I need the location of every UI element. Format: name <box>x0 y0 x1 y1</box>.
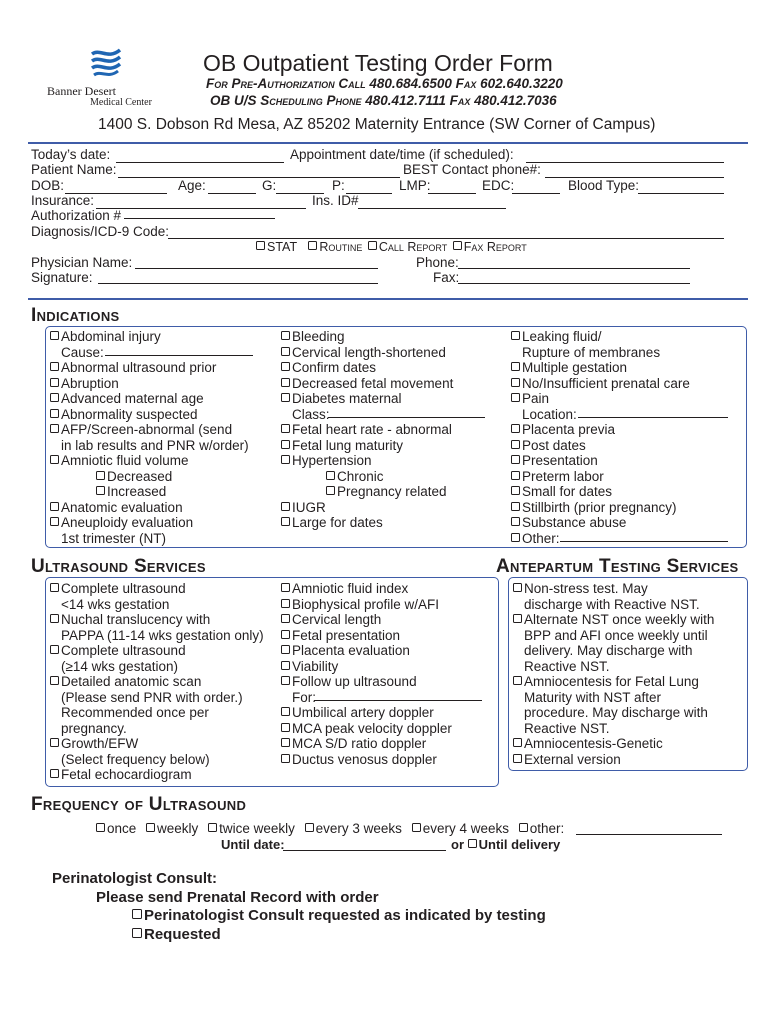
us-detailed-note3: pregnancy. <box>61 721 127 736</box>
checkbox[interactable] <box>511 502 520 511</box>
checkbox[interactable] <box>281 583 290 592</box>
ind-abnormal-us[interactable]: Abnormal ultrasound prior <box>50 360 216 375</box>
cause-field[interactable] <box>105 355 253 356</box>
ind-diabetes[interactable]: Diabetes maternal <box>281 391 402 406</box>
checkbox[interactable] <box>511 517 520 526</box>
preauth-line: For Pre-Authorization Call 480.684.6500 Fax 602.640.3220 <box>206 76 563 91</box>
physician-name-label: Physician Name: <box>31 255 133 270</box>
ind-abnormality[interactable]: Abnormality suspected <box>50 407 198 422</box>
class-field[interactable] <box>328 417 485 418</box>
consult-option2-checkbox[interactable] <box>132 928 142 938</box>
us-lt14: <14 wks gestation <box>61 597 170 612</box>
ap-alternate-note3: Reactive NST. <box>524 659 610 674</box>
ap-amnio-genetic[interactable]: Amniocentesis-Genetic <box>513 736 663 751</box>
until-delivery-checkbox[interactable] <box>468 839 477 848</box>
checkbox[interactable] <box>281 599 290 608</box>
address: 1400 S. Dobson Rd Mesa, AZ 85202 Maternity Entrance (SW Corner of Campus) <box>98 116 656 133</box>
ind-bleeding[interactable]: Bleeding <box>281 329 345 344</box>
ind-lung-maturity[interactable]: Fetal lung maturity <box>281 438 403 453</box>
checkbox[interactable] <box>326 471 335 480</box>
patient-name-label: Patient Name: <box>31 162 117 177</box>
routine-checkbox[interactable] <box>308 241 317 250</box>
until-date-label: Until date: <box>221 837 285 852</box>
antepartum-header: Antepartum Testing Services <box>496 556 739 577</box>
checkbox[interactable] <box>50 645 59 654</box>
checkbox[interactable] <box>281 645 290 654</box>
checkbox[interactable] <box>208 823 217 832</box>
us-complete-2[interactable]: Complete ultrasound <box>50 643 186 658</box>
checkbox[interactable] <box>281 424 290 433</box>
checkbox[interactable] <box>50 769 59 778</box>
ind-afp-note: in lab results and PNR w/order) <box>61 438 249 453</box>
phone-label: Phone: <box>416 255 459 270</box>
checkbox[interactable] <box>281 347 290 356</box>
us-complete-1[interactable]: Complete ultrasound <box>50 581 186 596</box>
other-field[interactable] <box>560 541 728 542</box>
lmp-label: LMP: <box>399 178 431 193</box>
consult-label: Perinatologist Consult: <box>52 870 217 887</box>
checkbox[interactable] <box>281 754 290 763</box>
us-pappa: PAPPA (11-14 wks gestation only) <box>61 628 264 643</box>
blood-type-field[interactable] <box>638 193 724 194</box>
us-bpp[interactable]: Biophysical profile w/AFI <box>281 597 439 612</box>
checkbox[interactable] <box>281 331 290 340</box>
frequency-options <box>96 821 564 836</box>
freq-other-field[interactable] <box>576 834 722 835</box>
age-field[interactable] <box>208 193 256 194</box>
ind-ama[interactable]: Advanced maternal age <box>50 391 204 406</box>
checkbox[interactable] <box>96 471 105 480</box>
edc-field[interactable] <box>512 193 560 194</box>
us-viability[interactable]: Viability <box>281 659 338 674</box>
us-mca-peak[interactable]: MCA peak velocity doppler <box>281 721 452 736</box>
ind-class: Class: <box>292 407 330 422</box>
phone-field[interactable] <box>458 268 690 269</box>
checkbox[interactable] <box>281 393 290 402</box>
authorization-field[interactable] <box>124 218 275 219</box>
freq-weekly[interactable]: weekly <box>146 821 198 836</box>
checkbox[interactable] <box>50 378 59 387</box>
ap-nst[interactable]: Non-stress test. May <box>513 581 648 596</box>
ind-other[interactable]: Other: <box>511 531 560 546</box>
best-contact-label: BEST Contact phone#: <box>403 162 541 177</box>
page-title: OB Outpatient Testing Order Form <box>203 50 553 76</box>
checkbox[interactable] <box>305 823 314 832</box>
logo-line2: Medical Center <box>90 97 152 108</box>
ind-abruption[interactable]: Abruption <box>50 376 119 391</box>
checkbox[interactable] <box>281 502 290 511</box>
checkbox[interactable] <box>146 823 155 832</box>
checkbox[interactable] <box>50 583 59 592</box>
checkbox[interactable] <box>50 409 59 418</box>
ind-multiple[interactable]: Multiple gestation <box>511 360 627 375</box>
ap-amnio-note2: procedure. May discharge with <box>524 705 708 720</box>
ins-id-label: Ins. ID# <box>312 193 359 208</box>
checkbox[interactable] <box>281 630 290 639</box>
checkbox[interactable] <box>511 424 520 433</box>
stat-checkbox[interactable] <box>256 241 265 250</box>
fax-label: Fax: <box>433 270 460 285</box>
us-placenta[interactable]: Placenta evaluation <box>281 643 410 658</box>
appointment-label: Appointment date/time (if scheduled): <box>290 147 514 162</box>
header-divider <box>28 142 748 144</box>
ind-leaking-fluid[interactable]: Leaking fluid/ <box>511 329 602 344</box>
ind-cervical[interactable]: Cervical length-shortened <box>281 345 446 360</box>
checkbox[interactable] <box>50 738 59 747</box>
diagnosis-field[interactable] <box>168 238 724 239</box>
ind-abdominal-injury[interactable]: Abdominal injury <box>50 329 161 344</box>
checkbox[interactable] <box>513 583 522 592</box>
checkbox[interactable] <box>511 440 520 449</box>
consult-option2[interactable]: Requested <box>132 926 221 943</box>
freq-once[interactable]: once <box>96 821 136 836</box>
todays-date-label: Today’s date: <box>31 147 111 162</box>
ind-location: Location: <box>522 407 577 422</box>
freq-other[interactable]: other: <box>519 821 565 836</box>
checkbox[interactable] <box>511 362 520 371</box>
ap-nst-note: discharge with Reactive NST. <box>524 597 700 612</box>
ind-fhr[interactable]: Fetal heart rate - abnormal <box>281 422 452 437</box>
logo-line1: Banner Desert <box>47 84 116 98</box>
checkbox[interactable] <box>513 738 522 747</box>
us-ge14: (≥14 wks gestation) <box>61 659 178 674</box>
ap-external-version[interactable]: External version <box>513 752 621 767</box>
us-afi[interactable]: Amniotic fluid index <box>281 581 408 596</box>
us-presentation[interactable]: Fetal presentation <box>281 628 400 643</box>
ind-confirm-dates[interactable]: Confirm dates <box>281 360 376 375</box>
until-delivery-option[interactable]: or Until delivery <box>451 837 561 852</box>
checkbox[interactable] <box>281 455 290 464</box>
ind-amniotic[interactable]: Amniotic fluid volume <box>50 453 189 468</box>
ind-decreased-movement[interactable]: Decreased fetal movement <box>281 376 453 391</box>
checkbox[interactable] <box>281 378 290 387</box>
ap-amnio-note1: Maturity with NST after <box>524 690 662 705</box>
ind-iugr[interactable]: IUGR <box>281 500 326 515</box>
us-umbilical[interactable]: Umbilical artery doppler <box>281 705 434 720</box>
edc-label: EDC: <box>482 178 515 193</box>
physician-name-field[interactable] <box>135 268 378 269</box>
fields-divider <box>28 298 748 300</box>
stat-option[interactable]: STAT <box>256 240 297 254</box>
us-nuchal[interactable]: Nuchal translucency with <box>50 612 210 627</box>
ind-preterm[interactable]: Preterm labor <box>511 469 604 484</box>
age-label: Age: <box>178 178 206 193</box>
checkbox[interactable] <box>281 440 290 449</box>
priority-options <box>256 240 527 254</box>
checkbox[interactable] <box>50 393 59 402</box>
checkbox[interactable] <box>281 661 290 670</box>
us-echo[interactable]: Fetal echocardiogram <box>50 767 192 782</box>
diagnosis-label: Diagnosis/ICD-9 Code: <box>31 224 170 239</box>
checkbox[interactable] <box>513 614 522 623</box>
ap-alternate[interactable]: Alternate NST once weekly with <box>513 612 714 627</box>
checkbox[interactable] <box>50 676 59 685</box>
call-report-option[interactable]: Call Report <box>368 240 447 254</box>
checkbox[interactable] <box>511 378 520 387</box>
checkbox[interactable] <box>511 533 520 542</box>
consult-option1-checkbox[interactable] <box>132 909 142 919</box>
us-ductus[interactable]: Ductus venosus doppler <box>281 752 437 767</box>
us-cervical[interactable]: Cervical length <box>281 612 381 627</box>
blood-type-label: Blood Type: <box>568 178 640 193</box>
ind-first-trimester: 1st trimester (NT) <box>61 531 167 546</box>
freq-every-4[interactable]: every 4 weeks <box>412 821 509 836</box>
checkbox[interactable] <box>511 331 520 340</box>
us-mca-sd[interactable]: MCA S/D ratio doppler <box>281 736 426 751</box>
authorization-label: Authorization # <box>31 208 122 223</box>
checkbox[interactable] <box>511 393 520 402</box>
logo-waves-icon <box>86 46 126 88</box>
checkbox[interactable] <box>281 517 290 526</box>
todays-date-field[interactable] <box>116 162 284 163</box>
ap-alternate-note2: delivery. May discharge with <box>524 643 693 658</box>
ins-id-field[interactable] <box>358 208 506 209</box>
checkbox[interactable] <box>281 362 290 371</box>
checkbox[interactable] <box>281 723 290 732</box>
checkbox[interactable] <box>50 331 59 340</box>
ind-previa[interactable]: Placenta previa <box>511 422 615 437</box>
fax-report-option[interactable]: Fax Report <box>453 240 527 254</box>
us-detailed[interactable]: Detailed anatomic scan <box>50 674 201 689</box>
location-field[interactable] <box>578 417 728 418</box>
signature-field[interactable] <box>98 283 378 284</box>
us-growth[interactable]: Growth/EFW <box>50 736 138 751</box>
checkbox[interactable] <box>50 362 59 371</box>
us-detailed-note2: Recommended once per <box>61 705 209 720</box>
ind-decreased[interactable]: Decreased <box>96 469 172 484</box>
ultrasound-header: Ultrasound Services <box>31 556 206 577</box>
checkbox[interactable] <box>50 517 59 526</box>
consult-option1[interactable]: Perinatologist Consult requested as indicated by testing <box>132 907 546 924</box>
ind-cause: Cause: <box>61 345 104 360</box>
us-for: For: <box>292 690 317 705</box>
insurance-label: Insurance: <box>31 193 95 208</box>
ind-chronic[interactable]: Chronic <box>326 469 384 484</box>
checkbox[interactable] <box>519 823 528 832</box>
indications-header: Indications <box>31 305 120 326</box>
ind-afp[interactable]: AFP/Screen-abnormal (send <box>50 422 232 437</box>
ind-increased[interactable]: Increased <box>96 484 166 499</box>
checkbox[interactable] <box>511 471 520 480</box>
appointment-field[interactable] <box>526 162 724 163</box>
checkbox[interactable] <box>281 707 290 716</box>
until-date-field[interactable] <box>283 850 446 851</box>
ind-pain[interactable]: Pain <box>511 391 549 406</box>
checkbox[interactable] <box>281 676 290 685</box>
p-label: P: <box>332 178 345 193</box>
ind-presentation[interactable]: Presentation <box>511 453 598 468</box>
ind-rupture: Rupture of membranes <box>522 345 661 360</box>
checkbox[interactable] <box>50 455 59 464</box>
checkbox[interactable] <box>281 738 290 747</box>
for-field[interactable] <box>314 700 482 701</box>
us-detailed-note1: (Please send PNR with order.) <box>61 690 243 705</box>
checkbox[interactable] <box>281 614 290 623</box>
ind-stillbirth[interactable]: Stillbirth (prior pregnancy) <box>511 500 677 515</box>
ind-substance[interactable]: Substance abuse <box>511 515 626 530</box>
freq-twice-weekly[interactable]: twice weekly <box>208 821 295 836</box>
insurance-field[interactable] <box>96 208 306 209</box>
routine-option[interactable]: Routine <box>308 240 362 254</box>
g-label: G: <box>262 178 277 193</box>
ind-pregnancy-related[interactable]: Pregnancy related <box>326 484 447 499</box>
ind-large-dates[interactable]: Large for dates <box>281 515 383 530</box>
call-report-checkbox[interactable] <box>368 241 377 250</box>
scheduling-line: OB U/S Scheduling Phone 480.412.7111 Fax 480.412.7036 <box>210 93 557 108</box>
checkbox[interactable] <box>50 502 59 511</box>
patient-name-field[interactable] <box>118 177 400 178</box>
logo <box>44 46 154 108</box>
ind-aneuploidy[interactable]: Aneuploidy evaluation <box>50 515 193 530</box>
fax-field[interactable] <box>458 283 690 284</box>
ind-anatomic[interactable]: Anatomic evaluation <box>50 500 183 515</box>
checkbox[interactable] <box>50 424 59 433</box>
checkbox[interactable] <box>511 486 520 495</box>
checkbox[interactable] <box>513 754 522 763</box>
checkbox[interactable] <box>513 676 522 685</box>
freq-every-3[interactable]: every 3 weeks <box>305 821 402 836</box>
us-followup[interactable]: Follow up ultrasound <box>281 674 417 689</box>
checkbox[interactable] <box>412 823 421 832</box>
ap-alternate-note1: BPP and AFI once weekly until <box>524 628 708 643</box>
frequency-header: Frequency of Ultrasound <box>31 794 247 815</box>
ind-small-dates[interactable]: Small for dates <box>511 484 612 499</box>
ind-post-dates[interactable]: Post dates <box>511 438 586 453</box>
ap-amnio-note3: Reactive NST. <box>524 721 610 736</box>
ind-hypertension[interactable]: Hypertension <box>281 453 372 468</box>
ind-no-prenatal[interactable]: No/Insufficient prenatal care <box>511 376 690 391</box>
fax-report-checkbox[interactable] <box>453 241 462 250</box>
consult-line1: Please send Prenatal Record with order <box>96 889 379 906</box>
checkbox[interactable] <box>96 823 105 832</box>
checkbox[interactable] <box>50 614 59 623</box>
ap-amnio-lung[interactable]: Amniocentesis for Fetal Lung <box>513 674 699 689</box>
checkbox[interactable] <box>326 486 335 495</box>
signature-label: Signature: <box>31 270 93 285</box>
lmp-field[interactable] <box>428 193 476 194</box>
dob-label: DOB: <box>31 178 65 193</box>
us-growth-note: (Select frequency below) <box>61 752 210 767</box>
checkbox[interactable] <box>511 455 520 464</box>
checkbox[interactable] <box>96 486 105 495</box>
